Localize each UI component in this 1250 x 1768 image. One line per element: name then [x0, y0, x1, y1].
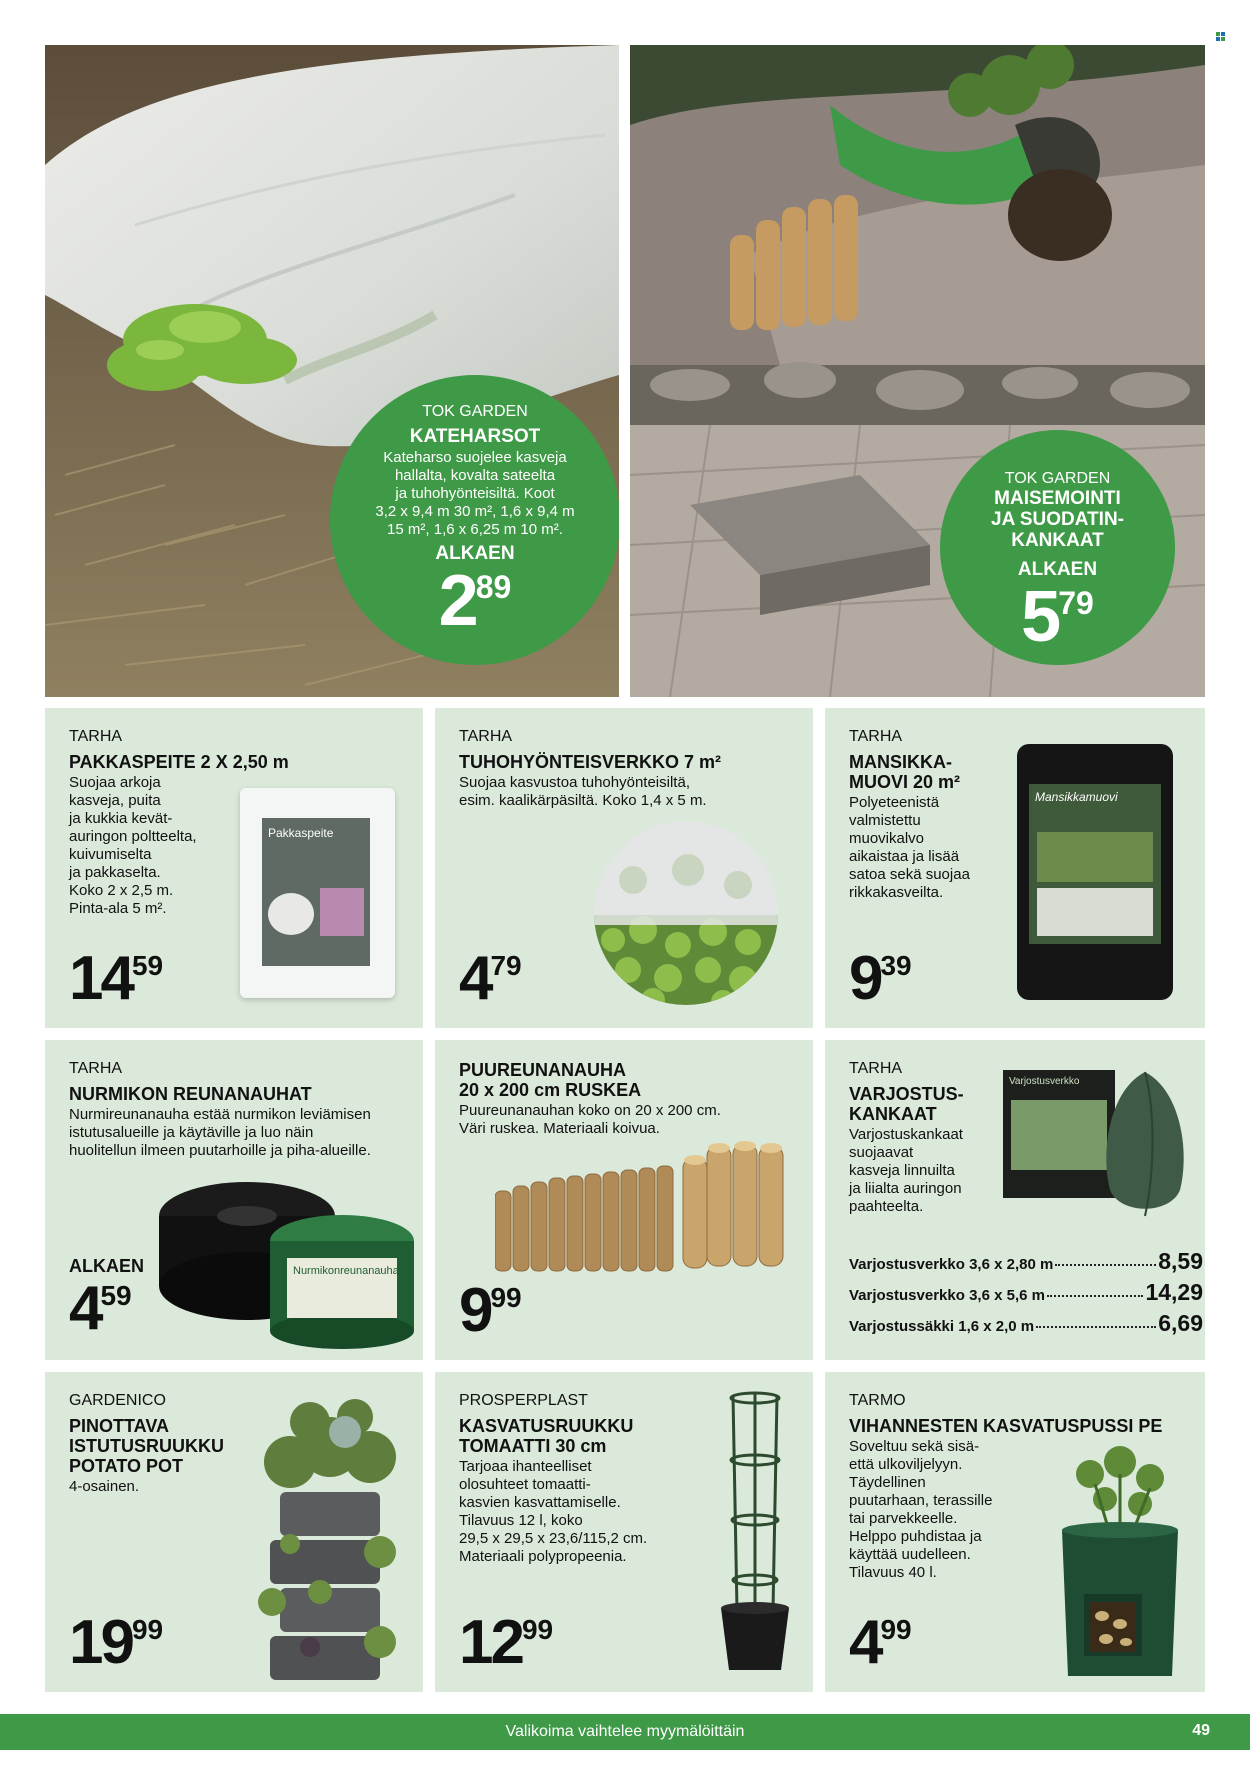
variant-label: Varjostusverkko 3,6 x 5,6 m	[849, 1287, 1045, 1304]
product-description	[459, 774, 707, 810]
desc-line: 29,5 x 29,5 x 23,6/115,2 cm.	[459, 1530, 648, 1547]
desc-line: aikaistaa ja lisää	[849, 848, 960, 865]
product-name-line-2: MUOVI 20 m²	[849, 772, 961, 792]
hero-photo-maisemointi	[630, 45, 1205, 697]
desc-line: Nurmireunanauha estää nurmikon leviämisen	[69, 1106, 371, 1123]
product-brand: TARMO	[849, 1392, 906, 1409]
package-label: Pakkaspeite	[268, 826, 334, 840]
desc-line: Puureunanauhan koko on 20 x 200 cm.	[459, 1102, 721, 1119]
product-price	[69, 944, 164, 1013]
product-brand: TARHA	[69, 728, 123, 745]
desc-line: kasveja linnuilta	[849, 1162, 955, 1179]
product-image-lawn-edging-rolls	[157, 1166, 417, 1350]
variant-label: Varjostusverkko 3,6 x 2,80 m	[849, 1256, 1054, 1273]
desc-line: kasveja, puita	[69, 792, 161, 809]
from-label: ALKAEN	[1017, 559, 1098, 580]
desc-line: huolitellun ilmeen puutarhoille ja piha-alueille.	[69, 1142, 371, 1159]
product-name: PAKKASPEITE 2 X 2,50 m	[69, 752, 289, 772]
product-description	[849, 1126, 963, 1216]
badge-title-line-3: KANKAAT	[1011, 530, 1104, 551]
price-main: 14	[69, 944, 132, 1013]
product-price	[459, 1276, 522, 1345]
price-main: 2	[438, 561, 476, 641]
price-cents: 99	[490, 1282, 522, 1313]
product-name-line-2: TOMAATTI 30 cm	[459, 1436, 607, 1456]
variant-row	[849, 1248, 1203, 1279]
product-name: TUHOHYÖNTEISVERKKO 7 m²	[459, 752, 722, 772]
badge-price	[940, 577, 1175, 657]
package-label: Nurmikonreunanauha	[293, 1265, 399, 1277]
product-name-line-1: KASVATUSRUUKKU	[459, 1416, 634, 1436]
desc-line: käyttää uudelleen.	[849, 1546, 971, 1563]
desc-line: tai parvekkeelle.	[849, 1510, 958, 1527]
badge-desc-line-3: ja tuhohyönteisiltä. Koot	[395, 485, 555, 502]
product-name-line-1: PUUREUNANAUHA	[459, 1060, 627, 1080]
variant-row	[849, 1279, 1203, 1310]
product-name-line-1: MANSIKKA-	[849, 752, 952, 772]
product-name-line-2: 20 x 200 cm RUSKEA	[459, 1080, 642, 1100]
price-cents: 79	[1058, 585, 1094, 621]
product-card-nurmikon-reunanauhat	[45, 1040, 423, 1360]
page-footer	[0, 1714, 1250, 1750]
product-image-shade-sack	[1100, 1070, 1190, 1220]
desc-line: satoa sekä suojaa	[849, 866, 970, 883]
product-image-pakkaspeite	[240, 788, 395, 998]
from-label: ALKAEN	[69, 1256, 144, 1276]
variant-price-list	[849, 1248, 1203, 1341]
product-image-insect-net	[593, 820, 779, 1006]
desc-line: esim. kaalikärpäsiltä. Koko 1,4 x 5 m.	[459, 792, 707, 809]
page-number: 49	[1192, 1722, 1210, 1739]
product-name: NURMIKON REUNANAUHAT	[69, 1084, 312, 1104]
product-description	[849, 1438, 992, 1582]
desc-line: että ulkoviljelyyn.	[849, 1456, 963, 1473]
desc-line: ja liialta auringon	[849, 1180, 962, 1197]
product-card-pakkaspeite	[45, 708, 423, 1028]
footer-note: Valikoima vaihtelee myymälöittäin	[505, 1723, 745, 1740]
product-name: VIHANNESTEN KASVATUSPUSSI PE	[849, 1416, 1163, 1436]
price-cents: 89	[475, 569, 512, 605]
price-main: 9	[459, 1276, 491, 1345]
desc-line: rikkakasveilta.	[849, 884, 944, 901]
desc-line: Suojaa arkoja	[69, 774, 161, 791]
product-brand: TARHA	[849, 728, 903, 745]
product-card-kasvatusruukku	[435, 1372, 813, 1692]
package-label: Mansikkamuovi	[1035, 790, 1118, 804]
desc-line: ja pakkaselta.	[69, 864, 161, 881]
badge-title-line-2: JA SUODATIN-	[991, 509, 1124, 530]
price-badge-kateharsot	[330, 375, 619, 665]
product-image-stackable-planter	[250, 1392, 410, 1682]
product-description	[69, 774, 197, 918]
from-label: ALKAEN	[435, 543, 515, 564]
product-description	[459, 1102, 721, 1138]
price-cents: 99	[521, 1614, 554, 1645]
product-name-line-1: PINOTTAVA	[69, 1416, 169, 1436]
product-card-potato-pot	[45, 1372, 423, 1692]
product-brand: GARDENICO	[69, 1392, 166, 1409]
price-main: 4	[459, 944, 491, 1013]
badge-brand: TOK GARDEN	[1004, 470, 1111, 487]
product-price	[849, 1608, 912, 1677]
product-price	[459, 1608, 554, 1677]
desc-line: Varjostuskankaat	[849, 1126, 963, 1143]
price-cents: 99	[131, 1614, 164, 1645]
price-main: 12	[459, 1608, 522, 1677]
price-cents: 99	[880, 1614, 912, 1645]
desc-line: Täydellinen	[849, 1474, 926, 1491]
desc-line: muovikalvo	[849, 830, 925, 847]
desc-line: Koko 2 x 2,5 m.	[69, 882, 174, 899]
product-price	[69, 1608, 164, 1677]
product-image-tomato-pot-with-cage	[705, 1390, 805, 1680]
desc-line: olosuhteet tomaatti-	[459, 1476, 591, 1493]
product-name-line-3: POTATO POT	[69, 1456, 184, 1476]
price-cents: 59	[131, 950, 164, 981]
desc-line: Suojaa kasvustoa tuhohyönteisiltä,	[459, 774, 690, 791]
badge-title: KATEHARSOT	[409, 426, 541, 447]
variant-price: 8,59	[1158, 1248, 1203, 1274]
price-cents: 39	[880, 950, 912, 981]
product-card-tuhohyonteisverkko	[435, 708, 813, 1028]
badge-price	[330, 561, 619, 641]
price-main: 5	[1021, 577, 1059, 657]
product-description	[849, 794, 970, 902]
dot-leader	[1055, 1264, 1156, 1266]
price-cents: 79	[490, 950, 522, 981]
product-brand: TARHA	[459, 728, 513, 745]
variant-row	[849, 1310, 1203, 1341]
badge-title-line-1: MAISEMOINTI	[994, 488, 1121, 509]
desc-line: Materiaali polypropeenia.	[459, 1548, 627, 1565]
product-card-kasvatuspussi	[825, 1372, 1205, 1692]
product-name-line-2: KANKAAT	[849, 1104, 937, 1124]
product-price	[459, 944, 522, 1013]
desc-line: Helppo puhdistaa ja	[849, 1528, 982, 1545]
badge-desc-line-5: 15 m², 1,6 x 6,25 m 10 m².	[387, 521, 563, 538]
desc-line: suojaavat	[849, 1144, 914, 1161]
product-image-strawberry-film-roll	[1017, 744, 1173, 1000]
price-main: 9	[849, 944, 881, 1013]
price-badge-maisemointi	[940, 430, 1175, 665]
product-description	[69, 1106, 371, 1160]
product-brand: TARHA	[849, 1060, 903, 1077]
desc-line: Soveltuu sekä sisä-	[849, 1438, 980, 1455]
variant-price: 6,69	[1158, 1310, 1203, 1336]
hero-photo-kateharsot	[45, 45, 619, 697]
price-cents: 59	[100, 1280, 132, 1311]
desc-line: puutarhaan, terassille	[849, 1492, 993, 1509]
package-label-panel	[1029, 784, 1161, 944]
product-card-mansikkamuovi	[825, 708, 1205, 1028]
badge-desc-line-2: hallalta, kovalta sateelta	[394, 467, 556, 484]
price-main: 19	[69, 1608, 132, 1677]
desc-line: 4-osainen.	[69, 1478, 140, 1495]
product-image-grow-bag	[1050, 1444, 1190, 1684]
desc-line: paahteelta.	[849, 1198, 924, 1215]
dot-leader	[1036, 1326, 1156, 1328]
desc-line: Väri ruskea. Materiaali koivua.	[459, 1120, 660, 1137]
product-brand: TARHA	[69, 1060, 123, 1077]
desc-line: Tilavuus 40 l.	[849, 1564, 937, 1581]
product-brand: PROSPERPLAST	[459, 1392, 588, 1409]
price-main: 4	[69, 1274, 101, 1343]
desc-line: Tarjoaa ihanteelliset	[459, 1458, 592, 1475]
desc-line: valmistettu	[849, 812, 921, 829]
desc-line: auringon poltteelta,	[69, 828, 197, 845]
desc-line: kuivumiselta	[69, 846, 152, 863]
product-image-shade-net-package	[1003, 1070, 1115, 1198]
product-card-varjostuskankaat	[825, 1040, 1205, 1360]
package-label: Varjostusverkko	[1009, 1076, 1080, 1087]
package-label-panel	[262, 818, 370, 966]
product-price	[849, 944, 912, 1013]
product-description	[459, 1458, 647, 1566]
desc-line: Tilavuus 12 l, koko	[459, 1512, 583, 1529]
desc-line: kasvien kasvattamiselle.	[459, 1494, 621, 1511]
desc-line: istutusalueille ja käytäville ja luo näin	[69, 1124, 314, 1141]
product-image-wooden-edging	[495, 1136, 795, 1276]
dot-leader	[1047, 1295, 1143, 1297]
product-description	[69, 1478, 139, 1496]
product-name-line-1: VARJOSTUS-	[849, 1084, 964, 1104]
badge-desc-line-4: 3,2 x 9,4 m 30 m², 1,6 x 9,4 m	[375, 503, 575, 520]
desc-line: ja kukkia kevät-	[69, 810, 173, 827]
variant-label: Varjostussäkki 1,6 x 2,0 m	[849, 1318, 1035, 1335]
badge-brand: TOK GARDEN	[422, 403, 528, 420]
desc-line: Pinta-ala 5 m².	[69, 900, 167, 917]
variant-price: 14,29	[1145, 1279, 1203, 1305]
product-price	[69, 1274, 132, 1343]
brand-mark	[1216, 32, 1226, 42]
badge-desc-line-1: Kateharso suojelee kasveja	[383, 449, 567, 466]
desc-line: Polyeteenistä	[849, 794, 940, 811]
product-card-puureunanauha	[435, 1040, 813, 1360]
price-main: 4	[849, 1608, 881, 1677]
product-name-line-2: ISTUTUSRUUKKU	[69, 1436, 224, 1456]
